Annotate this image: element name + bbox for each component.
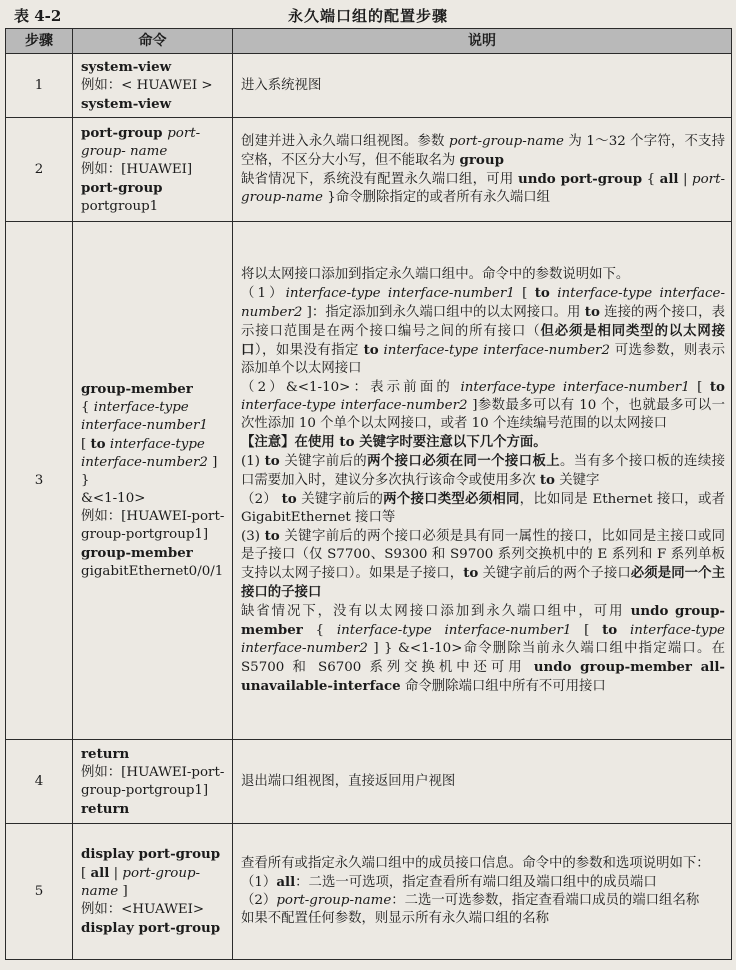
text-run: 可选参数，则表示添加单个以太网接口 <box>241 342 725 376</box>
text-run: port-group-name <box>81 866 201 899</box>
text-run: port-group <box>81 124 168 141</box>
command-cell <box>73 54 233 118</box>
text-line <box>81 77 226 95</box>
text-line <box>241 602 725 696</box>
text-run: }命令删除指定的或者所有永久端口组 <box>323 189 551 205</box>
text-run: ），如果没有指定 <box>254 342 364 358</box>
text-run: 【注意】在使用 <box>241 433 340 450</box>
text-run: 关键字前后的两个接口必须是具有同一属性的接口，比如同是主接口或同是子接口（仅 S7700、S9300 和 S9700 系列交换机中的 E 系列和 F 系列单板支持以太网子接口）。如果是子接口， <box>241 528 725 581</box>
text-run: system-view <box>81 95 172 112</box>
description-cell <box>233 222 732 740</box>
text-run: port-group-name <box>276 893 392 908</box>
text-run: 将以太网接口添加到指定永久端口组中。命令中的参数说明如下。 <box>241 266 630 282</box>
text-line <box>81 124 226 161</box>
text-run: interface-type interface-number1 <box>285 285 515 301</box>
description-cell <box>233 740 732 824</box>
text-run: undo group-member <box>241 602 725 638</box>
text-line <box>241 873 725 892</box>
text-run: 关键字前后的 <box>296 491 384 507</box>
text-line <box>241 284 725 378</box>
step-number: 1 <box>6 54 73 118</box>
text-run: 例如：[HUAWEI] <box>81 161 193 177</box>
command-cell <box>73 118 233 222</box>
header-description: 说明 <box>233 29 732 54</box>
text-run: interface-type interface-number1 <box>460 379 690 395</box>
command-cell <box>73 740 233 824</box>
text-run: to <box>709 378 725 395</box>
text-run: 缺省情况下，系统没有配置永久端口组，可用 <box>241 171 518 187</box>
description-cell <box>233 54 732 118</box>
text-line <box>241 527 725 602</box>
text-run: to <box>602 621 618 638</box>
table-number: 表 4-2 <box>14 7 62 25</box>
text-run: gigabitEthernet0/0/1 <box>81 564 224 579</box>
step-number: 4 <box>6 740 73 824</box>
text-line <box>241 855 725 873</box>
table-row <box>6 740 732 824</box>
text-run: 进入系统视图 <box>241 77 322 93</box>
text-line <box>81 198 226 216</box>
text-run: 如果不配置任何参数，则显示所有永久端口组的名称 <box>241 911 549 926</box>
text-run: interface-type interface-number1 <box>336 622 572 638</box>
text-run <box>617 623 630 638</box>
text-run: [ <box>514 285 535 301</box>
text-run: to <box>281 490 297 507</box>
text-run: 缺省情况下，没有以太网接口添加到永久端口组中，可用 <box>241 603 631 619</box>
text-run: system-view <box>81 58 172 75</box>
text-run: all <box>90 865 110 881</box>
text-run: 关键字前后的 <box>279 453 368 469</box>
text-run: | <box>678 171 693 187</box>
table-row <box>6 824 732 960</box>
table-row <box>6 222 732 740</box>
text-run: all <box>659 170 679 187</box>
text-line <box>241 133 725 170</box>
text-run: 例如：[HUAWEI-port-group-portgroup1] <box>81 509 225 542</box>
text-run: ：二选一可选参数，指定查看端口成员的端口组名称 <box>391 893 700 908</box>
text-run: display port-group <box>81 846 221 862</box>
text-run: return <box>81 800 130 817</box>
text-line <box>81 380 226 399</box>
config-steps-table <box>5 28 732 960</box>
text-run: interface-type interface-number1 <box>81 400 208 433</box>
text-line <box>81 161 226 198</box>
text-run: ] } <box>81 455 218 488</box>
text-run: 关键字前后的两个子接口 <box>478 565 631 581</box>
table-title: 永久端口组的配置步骤 <box>287 7 448 25</box>
command-cell <box>73 222 233 740</box>
text-run: [ <box>81 437 91 452</box>
text-run: 关键字 <box>554 472 600 488</box>
text-run: { <box>81 400 94 415</box>
text-run: to <box>339 433 355 450</box>
text-run: group-member <box>81 381 193 397</box>
text-run: interface-type interface-number2 <box>383 342 610 358</box>
text-run: ]：指定添加到永久端口组中的以太网接口。用 <box>302 304 585 320</box>
text-run: （2） <box>241 893 277 908</box>
text-run: （2） <box>241 491 282 507</box>
text-run: to <box>539 471 555 488</box>
text-run: return <box>81 745 130 762</box>
text-line <box>241 892 725 910</box>
text-line <box>241 490 725 527</box>
text-run: 关键字时要注意以下几个方面。 <box>354 433 547 450</box>
table-row <box>6 118 732 222</box>
text-line <box>81 845 226 901</box>
text-line <box>81 508 226 563</box>
text-run: to <box>363 341 379 358</box>
text-run: 。当有多个接口板的连续接口需要加入时，建议分多次执行该命令或使用多次 <box>241 453 726 488</box>
table-header-row <box>6 29 732 54</box>
text-run: group <box>459 151 504 168</box>
text-line <box>81 764 226 819</box>
text-run: ] } &<1-10>命令删除当前永久端口组中指定端口。在 S5700 和 S6700 系列交换机中还可用 <box>241 640 725 675</box>
text-line <box>81 435 226 490</box>
text-run: to <box>264 452 280 469</box>
text-line <box>241 773 725 791</box>
text-run: undo port-group <box>517 170 643 187</box>
text-run: to <box>264 527 280 544</box>
text-run: interface-type interface-number2 <box>241 397 468 413</box>
step-number: 5 <box>6 824 73 960</box>
text-run: ：二选一可选项，指定查看所有端口组及端口组中的成员端口 <box>295 875 657 890</box>
step-number: 3 <box>6 222 73 740</box>
text-run: 例如：[HUAWEI-port-group-portgroup1] <box>81 764 225 798</box>
text-run: 命令删除端口组中所有不可用接口 <box>400 678 606 694</box>
text-line <box>241 433 725 452</box>
text-run: 例如：< HUAWEI > <box>81 77 213 93</box>
text-line <box>81 901 226 938</box>
text-run: 必须是同一个主接口的子接口 <box>241 564 725 600</box>
text-run: ，比如同是 Ethernet 接口，或者 GigabitEthernet 接口等 <box>241 491 725 525</box>
text-run: [ <box>81 866 91 881</box>
description-cell <box>233 118 732 222</box>
text-run: interface-type interface-number2 <box>241 622 725 656</box>
text-run: (3) <box>241 528 265 544</box>
description-cell <box>233 824 732 960</box>
text-run: (1) <box>241 453 265 469</box>
text-run: display port-group <box>81 920 221 936</box>
text-line <box>241 170 725 207</box>
header-step: 步骤 <box>6 29 73 54</box>
text-run: 两个接口类型必须相同 <box>383 490 520 507</box>
text-run: to <box>534 284 550 301</box>
step-number: 2 <box>6 118 73 222</box>
text-run: 创建并进入永久端口组视图。参数 <box>241 133 450 149</box>
text-run: | <box>109 866 123 881</box>
text-run: port-group-name <box>241 171 725 205</box>
text-run: 退出端口组视图，直接返回用户视图 <box>241 773 456 789</box>
text-run: （1） <box>241 285 286 301</box>
text-run: port-group- name <box>81 125 201 159</box>
command-cell <box>73 824 233 960</box>
text-line <box>241 910 725 928</box>
text-run: ]参数最多可以有 10 个，也就最多可以一次性添加 10 个单个以太网接口，或者 10 个连续编号范围的以太网接口 <box>241 397 725 431</box>
text-run: interface-type interface-number2 <box>81 437 208 470</box>
text-run: port-group-name <box>449 133 564 149</box>
text-run: { <box>642 171 660 187</box>
text-run: { <box>302 622 337 638</box>
text-run: 例如：<HUAWEI> <box>81 902 205 917</box>
text-run: to <box>463 564 479 581</box>
text-run: （1） <box>241 875 277 890</box>
text-run: ] <box>118 884 128 899</box>
text-run: 为 1～32 个字符，不支持空格，不区分大小写，但不能取名为 <box>241 133 725 168</box>
text-line <box>81 563 226 581</box>
text-line <box>81 399 226 435</box>
text-line <box>241 452 725 490</box>
text-run: &<1-10> <box>81 491 146 506</box>
text-run: group-member <box>81 545 193 561</box>
table-row <box>6 54 732 118</box>
text-run: [ <box>571 622 603 638</box>
text-run: [ <box>689 379 710 395</box>
text-line <box>81 58 226 77</box>
text-run: undo group-member all-unavailable-interface <box>241 658 725 694</box>
text-line <box>81 95 226 114</box>
text-run: 但必须是相同类型的以太网接口 <box>241 322 726 358</box>
text-run: to <box>584 303 600 320</box>
text-run: 查看所有或指定永久端口组中的成员接口信息。命令中的参数和选项说明如下： <box>241 856 710 871</box>
text-run: portgroup1 <box>81 198 159 214</box>
text-line <box>241 378 725 433</box>
table-caption <box>0 0 736 30</box>
text-run: all <box>276 874 296 890</box>
header-command: 命令 <box>73 29 233 54</box>
text-run: interface-type interface-number2 <box>241 285 725 320</box>
text-line <box>81 490 226 508</box>
text-run: to <box>90 436 106 452</box>
text-run: 连接的两个接口，表示接口范围是在两个接口编号之间的所有接口（ <box>241 304 725 339</box>
text-line <box>241 266 725 284</box>
text-line <box>81 745 226 764</box>
text-run: port-group <box>81 179 163 196</box>
text-run: 两个接口必须在同一个接口板上 <box>367 452 561 469</box>
text-line <box>241 77 725 95</box>
text-run: （2）&<1-10>：表示前面的 <box>241 379 461 395</box>
